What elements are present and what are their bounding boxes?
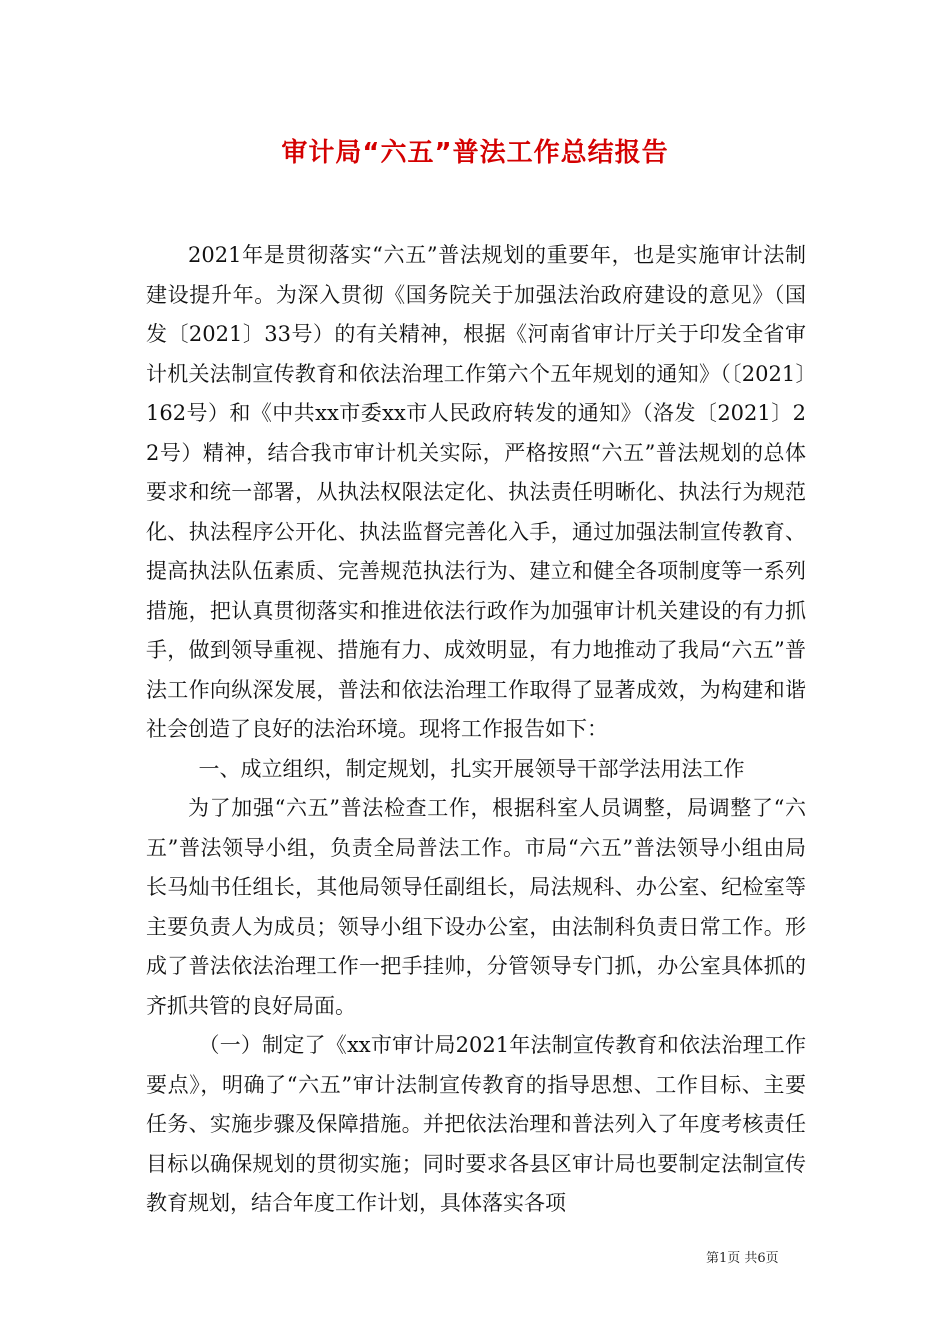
section-heading-1: 一、成立组织，制定规划，扎实开展领导干部学法用法工作: [198, 756, 745, 781]
page-number: 第1页 共6页: [706, 1251, 779, 1266]
document-title: 审计局“六五”普法工作总结报告: [281, 138, 669, 168]
document-body: [146, 236, 806, 1224]
section-1-paragraph: 为了加强“六五”普法检查工作，根据科室人员调整，局调整了“六五”普法领导小组，负责全局普法工作。市局“六五”普法领导小组由局长马灿书任组长，其他局领导任副组长，局法规科、办公室、纪检室等主要负责人为成员；领导小组下设办公室，由法制科负责日常工作。形成了普法依法治理工作一把手挂帅，分管领导专门抓，办公室具体抓的齐抓共管的良好局面。: [146, 796, 806, 1018]
intro-paragraph: 2021年是贯彻落实“六五”普法规划的重要年，也是实施审计法制建设提升年。为深入贯彻《国务院关于加强法治政府建设的意见》（国发〔2021〕33号）的有关精神，根据《河南省审计厅关于印发全省审计机关法制宣传教育和依法治理工作第六个五年规划的通知》（〔2021〕162号）和《中共xx市委xx市人民政府转发的通知》（洛发〔2021〕22号）精神，结合我市审计机关实际，严格按照“六五”普法规划的总体要求和统一部署，从执法权限法定化、执法责任明晰化、执法行为规范化、执法程序公开化、执法监督完善化入手，通过加强法制宣传教育、提高执法队伍素质、完善规范执法行为、建立和健全各项制度等一系列措施，把认真贯彻落实和推进依法行政作为加强审计机关建设的有力抓手，做到领导重视、措施有力、成效明显，有力地推动了我局“六五”普法工作向纵深发展，普法和依法治理工作取得了显著成效，为构建和谐社会创造了良好的法治环境。现将工作报告如下：: [146, 243, 806, 741]
subsection-1-paragraph: （一）制定了《xx市审计局2021年法制宣传教育和依法治理工作要点》，明确了“六五”审计法制宣传教育的指导思想、工作目标、主要任务、实施步骤及保障措施。并把依法治理和普法列入了年度考核责任目标以确保规划的贯彻实施；同时要求各县区审计局也要制定法制宣传教育规划，结合年度工作计划，具体落实各项: [146, 1033, 806, 1215]
